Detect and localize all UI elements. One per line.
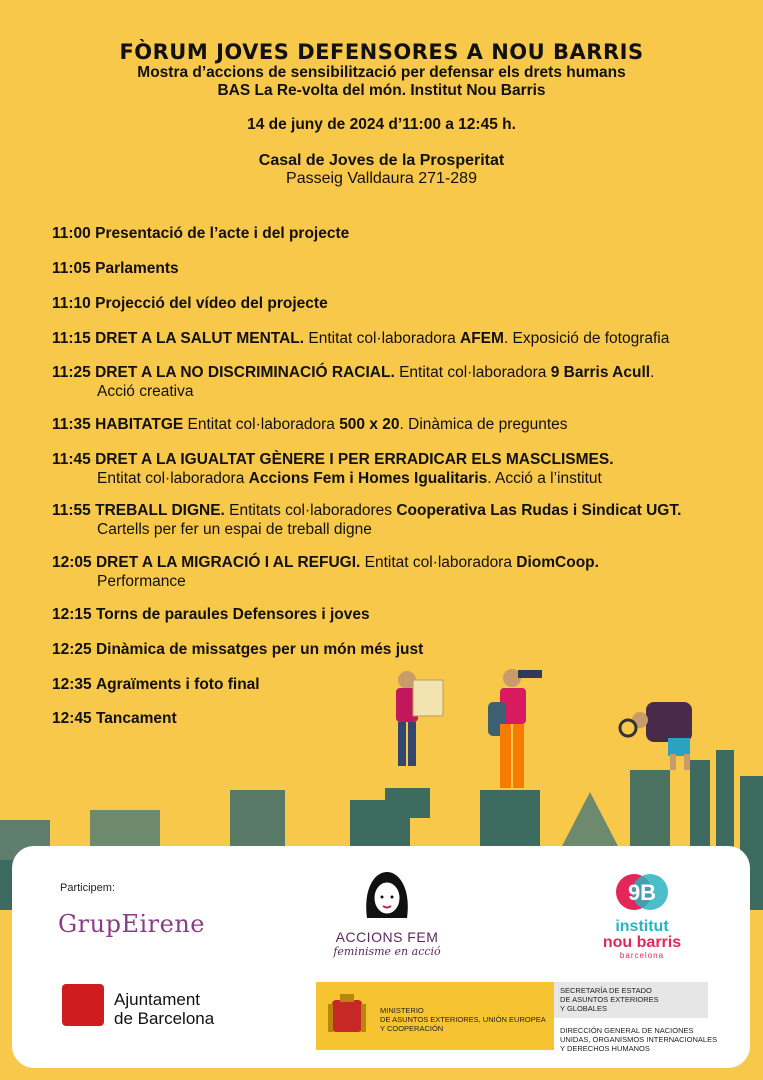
accions-fem-tagline: feminisme en acció xyxy=(333,945,441,958)
institut-badge-text: 9B xyxy=(627,880,657,905)
agenda-title: DRET A LA MIGRACIÓ I AL REFUGI. xyxy=(95,554,361,571)
header xyxy=(0,40,763,188)
agenda-item xyxy=(52,294,328,313)
agenda-text: Entitat col·laboradora xyxy=(304,330,461,347)
agenda-detail: Performance xyxy=(97,573,186,590)
agenda-partner: 9 Barris Acull xyxy=(550,364,651,381)
venue-name: Casal de Joves de la Prosperitat xyxy=(258,152,505,169)
ministerio-text: MINISTERIO DE ASUNTOS EXTERIORES, UNIÓN EUROPEA Y COOPERACIÓN xyxy=(380,1006,546,1033)
venue-address: Passeig Valldaura 271-289 xyxy=(286,170,477,187)
agenda-item xyxy=(52,415,568,434)
accions-fem-name: ACCIONS FEM xyxy=(335,929,439,945)
agenda-time: 11:25 xyxy=(52,364,91,381)
person-binoculars xyxy=(488,669,542,788)
barcelona-shield-icon xyxy=(62,984,104,1026)
agenda-time: 12:25 xyxy=(52,641,92,658)
agenda-text: . Exposició de fotografia xyxy=(503,330,670,347)
woman-face-icon xyxy=(357,868,417,922)
agenda-detail: Acció creativa xyxy=(97,383,194,400)
agenda-item xyxy=(52,450,614,488)
person-reading xyxy=(396,671,443,766)
agenda-time: 12:35 xyxy=(52,676,92,693)
participem-label: Participem: xyxy=(60,882,116,894)
agenda-title: Presentació de l’acte i del projecte xyxy=(95,225,350,242)
agenda-text: Entitat col·laboradora xyxy=(97,470,249,487)
agenda-item xyxy=(52,363,654,401)
institut-nou-barris-logo xyxy=(587,870,697,960)
agenda-time: 11:00 xyxy=(52,225,91,242)
accions-fem-logo xyxy=(327,868,447,958)
ajuntament-line-1: Ajuntament xyxy=(114,990,200,1009)
agenda-title: Parlaments xyxy=(95,260,179,277)
agenda-text: . xyxy=(650,364,655,381)
event-date: 14 de juny de 2024 d’11:00 a 12:45 h. xyxy=(247,116,516,133)
agenda-text: Entitat col·laboradora xyxy=(183,416,340,433)
agenda-time: 11:05 xyxy=(52,260,91,277)
ajuntament-name xyxy=(114,990,214,1028)
agenda-title: Dinàmica de missatges per un món més just xyxy=(95,641,424,658)
agenda-item xyxy=(52,224,349,243)
agenda-time: 11:10 xyxy=(52,295,91,312)
agenda-title: DRET A LA SALUT MENTAL. xyxy=(95,330,305,347)
agenda-text: Entitats col·laboradores xyxy=(224,502,397,519)
agenda-detail xyxy=(52,469,614,488)
direccion-text: DIRECCIÓN GENERAL DE NACIONES UNIDAS, ORGANISMOS INTERNACIONALES Y DERECHOS HUMANOS xyxy=(560,1026,718,1053)
agenda-time: 11:35 xyxy=(52,416,91,433)
agenda-item xyxy=(52,553,599,591)
subtitle-1: Mostra d’accions de sensibilització per defensar els drets humans xyxy=(137,64,626,81)
agenda-text: Entitat col·laboradora xyxy=(360,554,517,571)
subtitle-2: BAS La Re-volta del món. Institut Nou Barris xyxy=(217,82,546,99)
institut-text-1: institut xyxy=(615,918,669,935)
institut-text-2: nou barris xyxy=(602,934,682,951)
agenda-title: DRET A LA NO DISCRIMINACIÓ RACIAL. xyxy=(95,364,395,381)
agenda-title: Projecció del vídeo del projecte xyxy=(95,295,328,312)
person-magnifier xyxy=(620,702,692,770)
sponsors-panel xyxy=(12,846,750,1068)
agenda-time: 11:15 xyxy=(52,330,91,347)
grup-eirene-logo: GrupEirene xyxy=(58,910,205,938)
agenda-title: Agraïments i foto final xyxy=(95,676,260,693)
institut-text-3: barcelona xyxy=(619,951,665,960)
agenda-title: DRET A LA IGUALTAT GÈNERE I PER ERRADICAR ELS MASCLISMES. xyxy=(95,451,614,468)
page-title: FÒRUM JOVES DEFENSORES A NOU BARRIS xyxy=(119,40,644,64)
agenda-partner: AFEM xyxy=(460,330,504,347)
agenda-time: 12:05 xyxy=(52,554,92,571)
agenda-item xyxy=(52,605,370,624)
agenda-title: TREBALL DIGNE. xyxy=(95,502,225,519)
agenda-title: HABITATGE xyxy=(95,416,184,433)
agenda-partner: Accions Fem i Homes Igualitaris xyxy=(248,470,488,487)
agenda-item xyxy=(52,329,669,348)
agenda-time: 11:55 xyxy=(52,502,91,519)
agenda-time: 12:15 xyxy=(52,606,92,623)
institut-badge-icon xyxy=(614,870,670,914)
agenda-partner: Cooperativa Las Rudas i Sindicat UGT. xyxy=(396,502,682,519)
agenda-text: Entitat col·laboradora xyxy=(394,364,551,381)
agenda-time: 11:45 xyxy=(52,451,91,468)
ministerio-logo xyxy=(316,982,718,1053)
secretaria-text: SECRETARÍA DE ESTADO DE ASUNTOS EXTERIORES Y GLOBALES xyxy=(560,986,659,1013)
spain-coat-of-arms-icon xyxy=(326,992,368,1040)
agenda-text: . Dinàmica de preguntes xyxy=(399,416,568,433)
agenda-text: . Acció a l’institut xyxy=(487,470,602,487)
agenda-item xyxy=(52,501,681,539)
agenda-time: 12:45 xyxy=(52,710,92,727)
ajuntament-line-2: de Barcelona xyxy=(114,1009,215,1028)
agenda-item xyxy=(52,259,179,278)
agenda-partner: 500 x 20 xyxy=(339,416,400,433)
agenda-title: Torns de paraules Defensores i joves xyxy=(95,606,370,623)
agenda-detail: Cartells per fer un espai de treball digne xyxy=(97,521,372,538)
agenda-partner: DiomCoop. xyxy=(516,554,599,571)
agenda-title: Tancament xyxy=(95,710,177,727)
